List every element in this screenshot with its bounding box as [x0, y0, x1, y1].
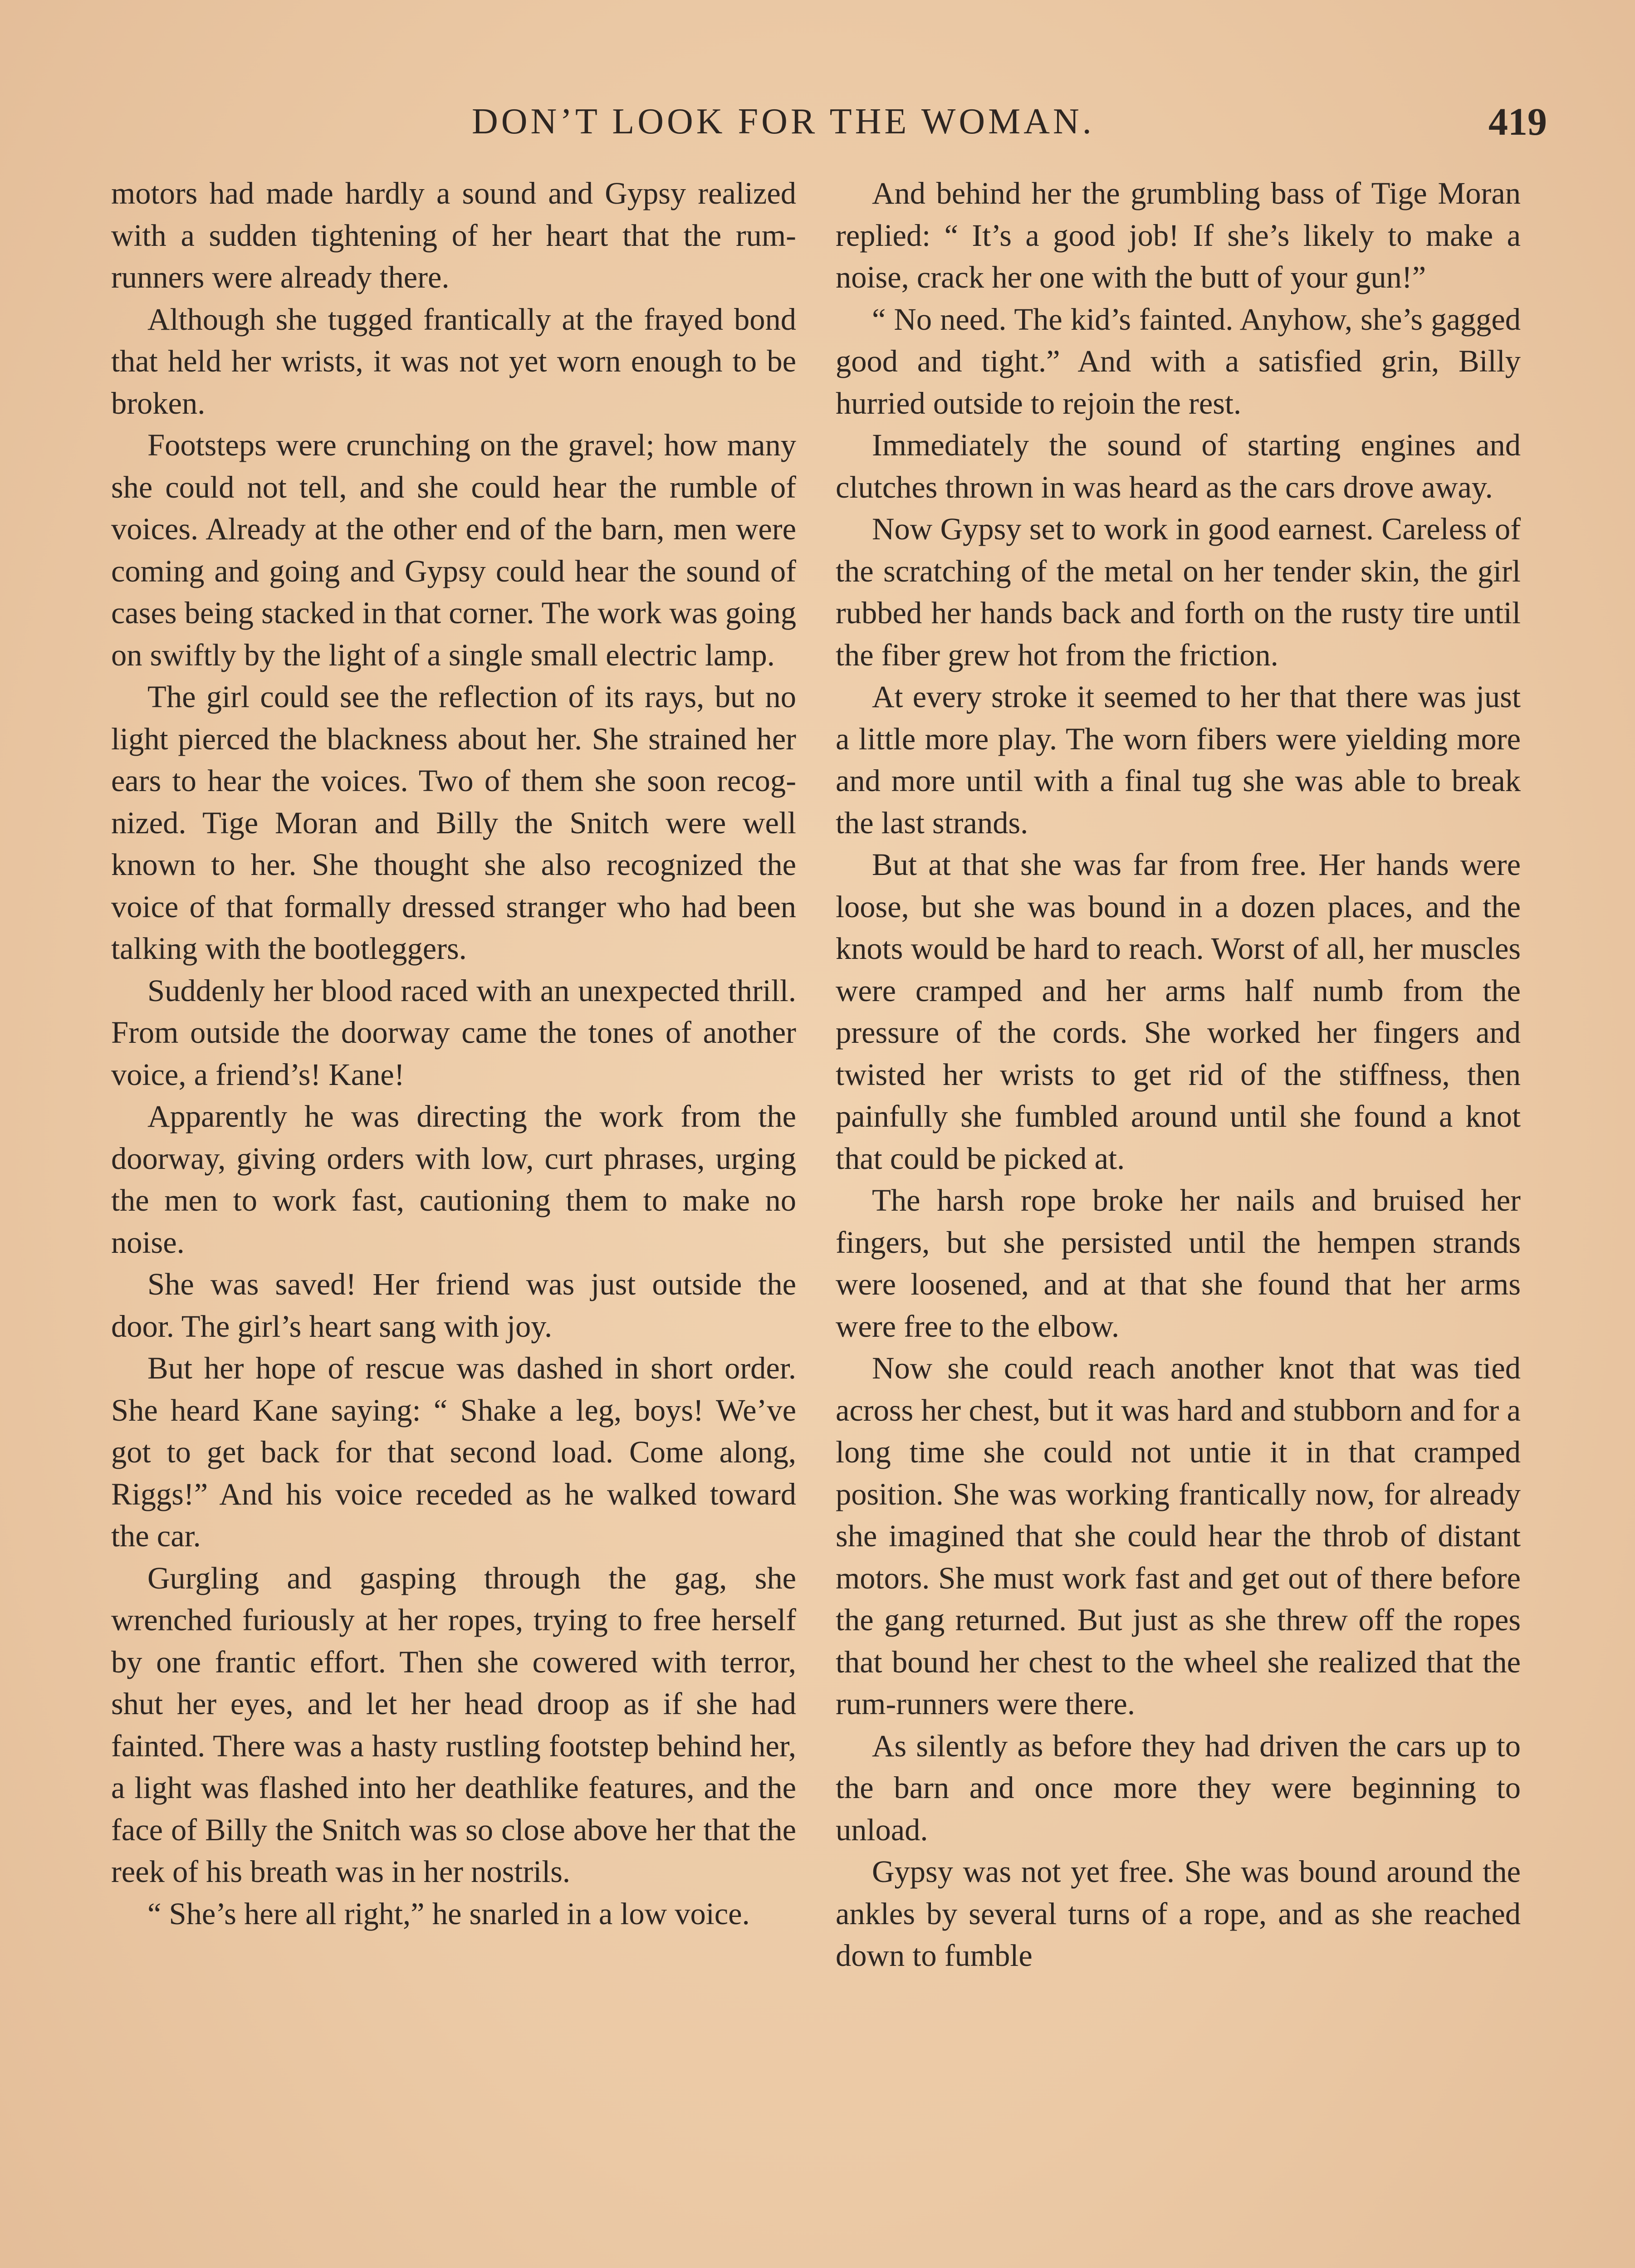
page-number: 419 [1488, 100, 1547, 143]
paragraph: Now Gypsy set to work in good earnest. Careless of the scratching of the metal on her tender skin, the girl rubbed her hands back and forth on the rusty tire until the fiber grew hot from the friction. [836, 512, 1521, 672]
paragraph: Gurgling and gasping through the gag, she wrenched furiously at her ropes, trying to free herself by one frantic effort. Then she cowered with terror, shut her eyes, and let her head droop as if she had fainted. There was a hasty rustling footstep behind her, a light was flashed into her deathlike features, and the face of Billy the Snitch was so close above her that the reek of his breath was in her nostrils. [111, 1560, 796, 1889]
running-head: DON’T LOOK FOR THE WOMAN. [472, 102, 1095, 142]
paragraph: And behind her the grumbling bass of Tige Moran replied: “ It’s a good job! If she’s likely to make a noise, crack her one with the butt of your gun!” [836, 176, 1521, 294]
paragraph: Gypsy was not yet free. She was bound around the ankles by several turns of a rope, and as she reached down to fumble [836, 1854, 1521, 1973]
paragraph: Immediately the sound of starting engines and clutches thrown in was heard as the cars drove away. [836, 428, 1521, 504]
paragraph: As silently as before they had driven the cars up to the barn and once more they were beginning to unload. [836, 1728, 1521, 1847]
paragraph: Suddenly her blood raced with an unexpected thrill. From outside the doorway came the tones of another voice, a friend’s! Kane! [111, 973, 796, 1092]
paragraph: The harsh rope broke her nails and bruised her fingers, but she persisted until the hempen strands were loosened, and at that she found that her arms were free to the elbow. [836, 1183, 1521, 1344]
paragraph: The girl could see the reflection of its rays, but no light pierced the blackness about her. She strained her ears to hear the voices. Two of them she soon recognized. Tige Moran and Billy the Snitch were well known to her. She thought she also recognized the voice of that formally dressed stranger who had been talking with the bootleggers. [111, 679, 796, 966]
left-column [111, 172, 796, 1935]
paragraph: “ No need. The kid’s fainted. Anyhow, she’s gagged good and tight.” And with a satisfied grin, Billy hurried outside to rejoin the rest. [836, 302, 1521, 420]
paragraph: Although she tugged frantically at the frayed bond that held her wrists, it was not yet worn enough to be broken. [111, 302, 796, 420]
paragraph: Footsteps were crunching on the gravel; how many she could not tell, and she could hear the rumble of voices. Already at the other end of the barn, men were coming and going and Gypsy could hear the sound of cases being stacked in that corner. The work was going on swiftly by the light of a single small electric lamp. [111, 428, 796, 672]
paragraph: motors had made hardly a sound and Gypsy realized with a sudden tightening of her heart that the rum-runners were already there. [111, 176, 796, 294]
paragraph: Apparently he was directing the work from the doorway, giving orders with low, curt phrases, urging the men to work fast, cautioning them to make no noise. [111, 1099, 796, 1260]
paragraph: She was saved! Her friend was just outside the door. The girl’s heart sang with joy. [111, 1267, 796, 1344]
paragraph: But her hope of rescue was dashed in short order. She heard Kane saying: “ Shake a leg, boys! We’ve got to get back for that second load. Come along, Riggs!” And his voice receded as he walked toward the car. [111, 1351, 796, 1553]
paragraph: At every stroke it seemed to her that there was just a little more play. The worn fibers were yielding more and more until with a final tug she was able to break the last strands. [836, 679, 1521, 840]
paragraph: “ She’s here all right,” he snarled in a low voice. [147, 1896, 750, 1931]
right-column [836, 172, 1521, 1977]
paragraph: Now she could reach another knot that was tied across her chest, but it was hard and stubborn and for a long time she could not untie it in that cramped position. She was working frantically now, for already she imagined that she could hear the throb of distant motors. She must work fast and get out of there before the gang returned. But just as she threw off the ropes that bound her chest to the wheel she realized that the rum-runners were there. [836, 1351, 1521, 1721]
paragraph: But at that she was far from free. Her hands were loose, but she was bound in a dozen places, and the knots would be hard to reach. Worst of all, her muscles were cramped and her arms half numb from the pressure of the cords. She worked her fingers and twisted her wrists to get rid of the stiffness, then painfully she fumbled around until she found a knot that could be picked at. [836, 847, 1521, 1176]
page-header [472, 94, 1547, 149]
